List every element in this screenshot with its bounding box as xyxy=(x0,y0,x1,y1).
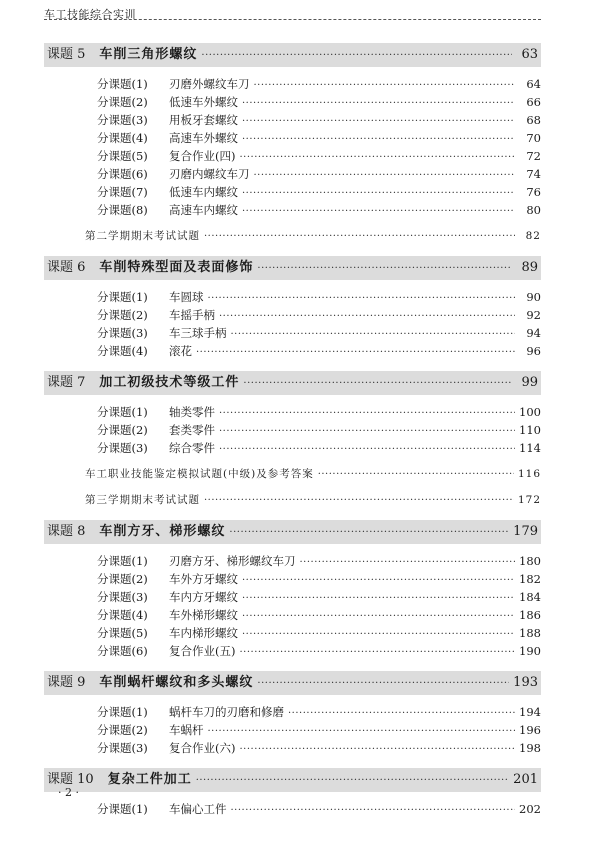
dot-leader xyxy=(219,311,515,322)
subunit-label: 分课题(3) xyxy=(97,590,148,604)
dot-leader xyxy=(254,170,516,181)
unit-title: 车削特殊型面及表面修饰 xyxy=(99,260,254,275)
unit-number: 课题 5 xyxy=(47,47,86,62)
unit-number: 课题 10 xyxy=(47,772,94,787)
subunit-title: 车内方牙螺纹 xyxy=(169,590,238,604)
exam-title: 第三学期期末考试试题 xyxy=(85,494,200,506)
dot-leader xyxy=(219,444,515,455)
toc-subunit[interactable] xyxy=(44,643,541,661)
unit-title: 车削蜗杆螺纹和多头螺纹 xyxy=(99,675,254,690)
subunit-label: 分课题(1) xyxy=(97,802,148,816)
subunit-title: 高速车外螺纹 xyxy=(169,131,238,145)
subunit-title: 高速车内螺纹 xyxy=(169,203,238,217)
toc-subunit[interactable] xyxy=(44,422,541,440)
toc-subunit[interactable] xyxy=(44,404,541,422)
dot-leader xyxy=(242,593,515,604)
table-of-contents xyxy=(44,43,541,819)
subunit-label: 分课题(3) xyxy=(97,326,148,340)
subunit-label: 分课题(4) xyxy=(97,131,148,145)
toc-subunit[interactable] xyxy=(44,112,541,130)
subunit-label: 分课题(2) xyxy=(97,95,148,109)
subunit-title: 低速车内螺纹 xyxy=(169,185,238,199)
toc-subunit[interactable] xyxy=(44,440,541,458)
subunit-label: 分课题(1) xyxy=(97,705,148,719)
unit-title: 车削方牙、梯形螺纹 xyxy=(99,524,226,539)
subunit-title: 用板牙套螺纹 xyxy=(169,113,238,127)
toc-subunit[interactable] xyxy=(44,607,541,625)
toc-subunit[interactable] xyxy=(44,76,541,94)
dot-leader xyxy=(229,527,509,538)
unit-page: 201 xyxy=(513,772,538,787)
dot-leader xyxy=(239,647,515,658)
subunit-label: 分课题(7) xyxy=(97,185,148,199)
subunit-title: 复合作业(六) xyxy=(169,741,236,755)
unit-number: 课题 7 xyxy=(47,375,86,390)
subunit-page: 72 xyxy=(526,149,541,163)
subunit-label: 分课题(1) xyxy=(97,290,148,304)
dot-leader xyxy=(243,378,512,389)
unit-title: 复杂工件加工 xyxy=(107,772,192,787)
subunit-title: 车圆球 xyxy=(169,290,204,304)
unit-number: 课题 6 xyxy=(47,260,86,275)
dot-leader xyxy=(242,188,515,199)
toc-subunit[interactable] xyxy=(44,166,541,184)
subunit-page: 70 xyxy=(526,131,541,145)
subunit-label: 分课题(3) xyxy=(97,441,148,455)
subunit-title: 轴类零件 xyxy=(169,405,215,419)
toc-unit-7[interactable] xyxy=(44,371,541,395)
dot-leader xyxy=(196,775,509,786)
toc-subunit[interactable] xyxy=(44,148,541,166)
toc-unit-5[interactable] xyxy=(44,43,541,67)
subunit-title: 车外梯形螺纹 xyxy=(169,608,238,622)
running-title: 车工技能综合实训 xyxy=(44,8,136,21)
toc-subunit[interactable] xyxy=(44,704,541,722)
subunit-label: 分课题(6) xyxy=(97,644,148,658)
subunit-page: 76 xyxy=(526,185,541,199)
toc-subunit[interactable] xyxy=(44,94,541,112)
subunit-title: 复合作业(五) xyxy=(169,644,236,658)
toc-subunit[interactable] xyxy=(44,307,541,325)
toc-subunit[interactable] xyxy=(44,589,541,607)
subunit-page: 64 xyxy=(526,77,541,91)
subunit-page: 194 xyxy=(519,705,541,719)
subunit-title: 刃磨外螺纹车刀 xyxy=(169,77,250,91)
dot-leader xyxy=(196,347,515,358)
toc-subunit[interactable] xyxy=(44,202,541,220)
dot-leader xyxy=(242,629,515,640)
subunit-label: 分课题(2) xyxy=(97,572,148,586)
toc-subunit[interactable] xyxy=(44,325,541,343)
subunit-title: 综合零件 xyxy=(169,441,215,455)
subunit-page: 100 xyxy=(519,405,541,419)
toc-unit-8[interactable] xyxy=(44,520,541,544)
subunit-title: 低速车外螺纹 xyxy=(169,95,238,109)
toc-subunit[interactable] xyxy=(44,343,541,361)
toc-subunit[interactable] xyxy=(44,801,541,819)
subunit-label: 分课题(4) xyxy=(97,608,148,622)
subunit-page: 68 xyxy=(526,113,541,127)
subunit-page: 92 xyxy=(526,308,541,322)
subunit-label: 分课题(3) xyxy=(97,741,148,755)
unit-page: 89 xyxy=(521,260,538,275)
toc-unit-9[interactable] xyxy=(44,671,541,695)
subunit-title: 车偏心工件 xyxy=(169,802,227,816)
page-number: · 2 · xyxy=(58,786,79,799)
subunit-title: 车外方牙螺纹 xyxy=(169,572,238,586)
unit-title: 车削三角形螺纹 xyxy=(99,47,198,62)
dot-leader xyxy=(242,611,515,622)
toc-unit-10[interactable] xyxy=(44,768,541,792)
subunit-label: 分课题(2) xyxy=(97,723,148,737)
dot-leader xyxy=(219,426,515,437)
subunit-page: 90 xyxy=(526,290,541,304)
subunit-label: 分课题(5) xyxy=(97,149,148,163)
subunit-label: 分课题(2) xyxy=(97,423,148,437)
dot-leader xyxy=(239,152,515,163)
subunit-title: 蜗杆车刀的刃磨和修磨 xyxy=(169,705,284,719)
unit-number: 课题 9 xyxy=(47,675,86,690)
unit-page: 99 xyxy=(521,375,538,390)
dot-leader xyxy=(208,726,516,737)
dot-leader xyxy=(257,263,512,274)
subunit-page: 66 xyxy=(526,95,541,109)
subunit-page: 110 xyxy=(519,423,541,437)
subunit-title: 复合作业(四) xyxy=(169,149,236,163)
exam-title: 第二学期期末考试试题 xyxy=(85,230,200,242)
dot-leader xyxy=(219,408,515,419)
toc-subunit[interactable] xyxy=(44,625,541,643)
subunit-label: 分课题(1) xyxy=(97,77,148,91)
unit-title: 加工初级技术等级工件 xyxy=(99,375,240,390)
subunit-label: 分课题(8) xyxy=(97,203,148,217)
subunit-label: 分课题(1) xyxy=(97,405,148,419)
subunit-title: 套类零件 xyxy=(169,423,215,437)
dot-leader xyxy=(201,50,512,61)
subunit-title: 车内梯形螺纹 xyxy=(169,626,238,640)
subunit-label: 分课题(1) xyxy=(97,554,148,568)
dot-leader xyxy=(288,708,515,719)
toc-subunit[interactable] xyxy=(44,289,541,307)
subunit-title: 车三球手柄 xyxy=(169,326,227,340)
subunit-title: 滚花 xyxy=(169,344,192,358)
toc-subunit[interactable] xyxy=(44,740,541,758)
subunit-page: 182 xyxy=(519,572,541,586)
dot-leader xyxy=(231,805,516,816)
subunit-page: 198 xyxy=(519,741,541,755)
subunit-page: 96 xyxy=(526,344,541,358)
unit-page: 63 xyxy=(521,47,538,62)
subunit-page: 188 xyxy=(519,626,541,640)
unit-page: 193 xyxy=(513,675,538,690)
subunit-page: 184 xyxy=(519,590,541,604)
header-divider xyxy=(44,19,541,20)
subunit-label: 分课题(5) xyxy=(97,626,148,640)
toc-subunit[interactable] xyxy=(44,184,541,202)
toc-subunit[interactable] xyxy=(44,553,541,571)
toc-exam-entry[interactable] xyxy=(44,466,541,484)
dot-leader xyxy=(242,98,515,109)
unit-page: 179 xyxy=(513,524,538,539)
dot-leader xyxy=(242,134,515,145)
subunit-page: 196 xyxy=(519,723,541,737)
toc-exam-entry[interactable] xyxy=(44,492,541,510)
dot-leader xyxy=(204,495,514,506)
exam-page: 172 xyxy=(517,494,541,506)
subunit-title: 刃磨方牙、梯形螺纹车刀 xyxy=(169,554,296,568)
toc-unit-6[interactable] xyxy=(44,256,541,280)
subunit-label: 分课题(4) xyxy=(97,344,148,358)
subunit-title: 车蜗杆 xyxy=(169,723,204,737)
dot-leader xyxy=(204,231,515,242)
subunit-page: 190 xyxy=(519,644,541,658)
subunit-page: 114 xyxy=(519,441,541,455)
dot-leader xyxy=(318,469,514,480)
dot-leader xyxy=(300,557,516,568)
dot-leader xyxy=(242,575,515,586)
dot-leader xyxy=(231,329,516,340)
subunit-title: 车摇手柄 xyxy=(169,308,215,322)
dot-leader xyxy=(242,116,515,127)
subunit-label: 分课题(6) xyxy=(97,167,148,181)
exam-page: 116 xyxy=(517,468,541,480)
subunit-page: 202 xyxy=(519,802,541,816)
dot-leader xyxy=(239,744,515,755)
toc-subunit[interactable] xyxy=(44,722,541,740)
subunit-label: 分课题(2) xyxy=(97,308,148,322)
toc-subunit[interactable] xyxy=(44,130,541,148)
subunit-page: 180 xyxy=(519,554,541,568)
subunit-label: 分课题(3) xyxy=(97,113,148,127)
toc-subunit[interactable] xyxy=(44,571,541,589)
dot-leader xyxy=(208,293,516,304)
subunit-page: 94 xyxy=(526,326,541,340)
exam-title: 车工职业技能鉴定模拟试题(中级)及参考答案 xyxy=(85,468,314,480)
dot-leader xyxy=(242,206,515,217)
subunit-page: 186 xyxy=(519,608,541,622)
toc-exam-entry[interactable] xyxy=(44,228,541,246)
unit-number: 课题 8 xyxy=(47,524,86,539)
subunit-page: 74 xyxy=(526,167,541,181)
subunit-page: 80 xyxy=(526,203,541,217)
dot-leader xyxy=(254,80,516,91)
subunit-title: 刃磨内螺纹车刀 xyxy=(169,167,250,181)
exam-page: 82 xyxy=(525,230,541,242)
dot-leader xyxy=(257,678,509,689)
